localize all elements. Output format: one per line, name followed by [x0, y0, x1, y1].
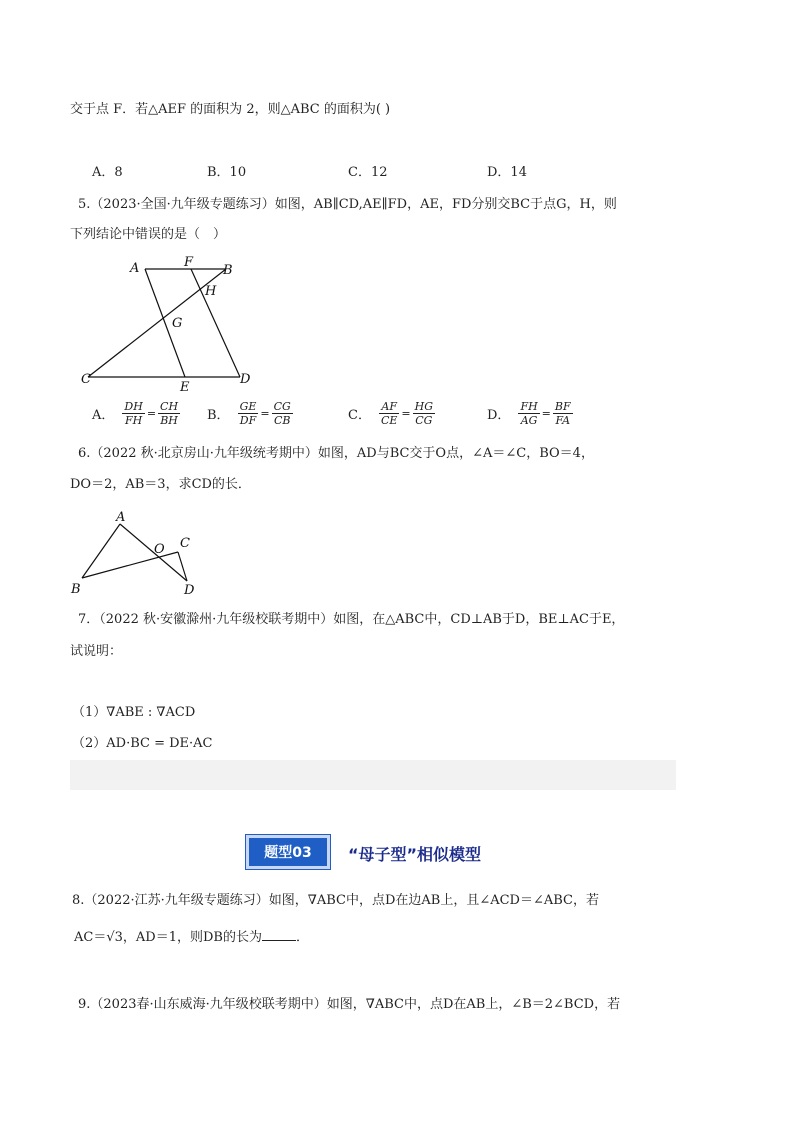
q5-option-b-label: B． [207, 408, 230, 423]
q8-text-line2: AC＝√3，AD＝1，则DB的长为 ． [74, 930, 309, 945]
q5-option-c: C． $\frac{AF}{CE}$ = $\frac{HG}{CG}$ [348, 400, 434, 427]
q7-part1: （1）∇ABE : ∇ACD [72, 705, 196, 720]
q5-label-e: E [180, 380, 190, 394]
q6-label-b: B [71, 582, 81, 597]
q4-option-d: D．14 [487, 165, 527, 180]
q5-figure [78, 252, 268, 394]
q5-option-b-right-frac: $\frac{CG}{CB}$ [273, 400, 291, 427]
q6-label-a: A [116, 510, 126, 525]
q5-option-d-left-frac: $\frac{FH}{AG}$ [520, 400, 538, 427]
q5-label-a: A [130, 261, 140, 276]
q5-option-b-left-frac: $\frac{GE}{DF}$ [239, 400, 257, 427]
q5-option-c-left-frac: $\frac{AF}{CE}$ [380, 400, 398, 427]
q7-part2: （2）AD·BC = DE·AC [72, 736, 213, 751]
q5-option-a-left-frac: $\frac{DH}{FH}$ [124, 400, 143, 427]
q6-text-line1: 6.（2022 秋·北京房山·九年级统考期中）如图，AD与BC交于O点，∠A＝∠C，BO＝4， [78, 446, 594, 461]
q5-label-b: B [223, 263, 233, 278]
q5-option-c-right-frac: $\frac{HG}{CG}$ [414, 400, 434, 427]
q6-label-c: C [180, 536, 190, 551]
q5-label-d: D [240, 372, 251, 387]
q5-option-a-label: A． [92, 408, 115, 423]
q6-label-d: D [184, 583, 195, 598]
q5-option-a: A． $\frac{DH}{FH}$ = $\frac{CH}{BH}$ [92, 400, 179, 427]
q7-text-line2: 试说明： [70, 644, 123, 659]
q8-text-line1: 8.（2022·江苏·九年级专题练习）如图，∇ABC中，点D在边AB上，且∠ACD＝∠ABC，若 [72, 893, 599, 908]
q5-option-b: B． $\frac{GE}{DF}$ = $\frac{CG}{CB}$ [207, 400, 291, 427]
q7-text-line1: 7．（2022 秋·安徽滁州·九年级校联考期中）如图，在△ABC中，CD⊥AB于D，BE⊥AC于E， [78, 612, 625, 627]
q5-option-d-label: D． [487, 408, 511, 423]
q5-label-f: F [184, 255, 194, 270]
q5-label-g: G [172, 316, 183, 331]
q5-label-c: C [81, 372, 91, 387]
q6-text-line2: DO＝2，AB＝3，求CD的长． [70, 477, 251, 492]
section-tag: 题型03 [246, 835, 330, 869]
q9-text-line1: 9.（2023春·山东威海·九年级校联考期中）如图，∇ABC中，点D在AB上，∠B＝2∠BCD，若 [78, 997, 621, 1012]
q4-option-a: A．8 [92, 165, 123, 180]
q6-label-o: O [154, 542, 165, 557]
q5-option-c-label: C． [348, 408, 371, 423]
section-title: “母子型”相似模型 [348, 845, 482, 864]
q5-text-line1: 5.（2023·全国·九年级专题练习）如图，AB∥CD,AE∥FD，AE，FD分别交BC于点G，H，则 [78, 197, 617, 212]
q4-text: 交于点 F．若△AEF 的面积为 2，则△ABC 的面积为( ) [70, 102, 391, 117]
q5-label-h: H [205, 284, 217, 299]
q4-option-b: B．10 [207, 165, 247, 180]
answer-band [70, 760, 676, 790]
q6-figure [68, 506, 208, 598]
q5-option-d: D． $\frac{FH}{AG}$ = $\frac{BF}{FA}$ [487, 400, 571, 427]
answer-blank[interactable] [262, 928, 296, 941]
q5-option-a-right-frac: $\frac{CH}{BH}$ [160, 400, 179, 427]
q5-option-d-right-frac: $\frac{BF}{FA}$ [554, 400, 571, 427]
q4-option-c: C．12 [348, 165, 388, 180]
q5-text-line2: 下列结论中错误的是（ ） [70, 227, 227, 242]
